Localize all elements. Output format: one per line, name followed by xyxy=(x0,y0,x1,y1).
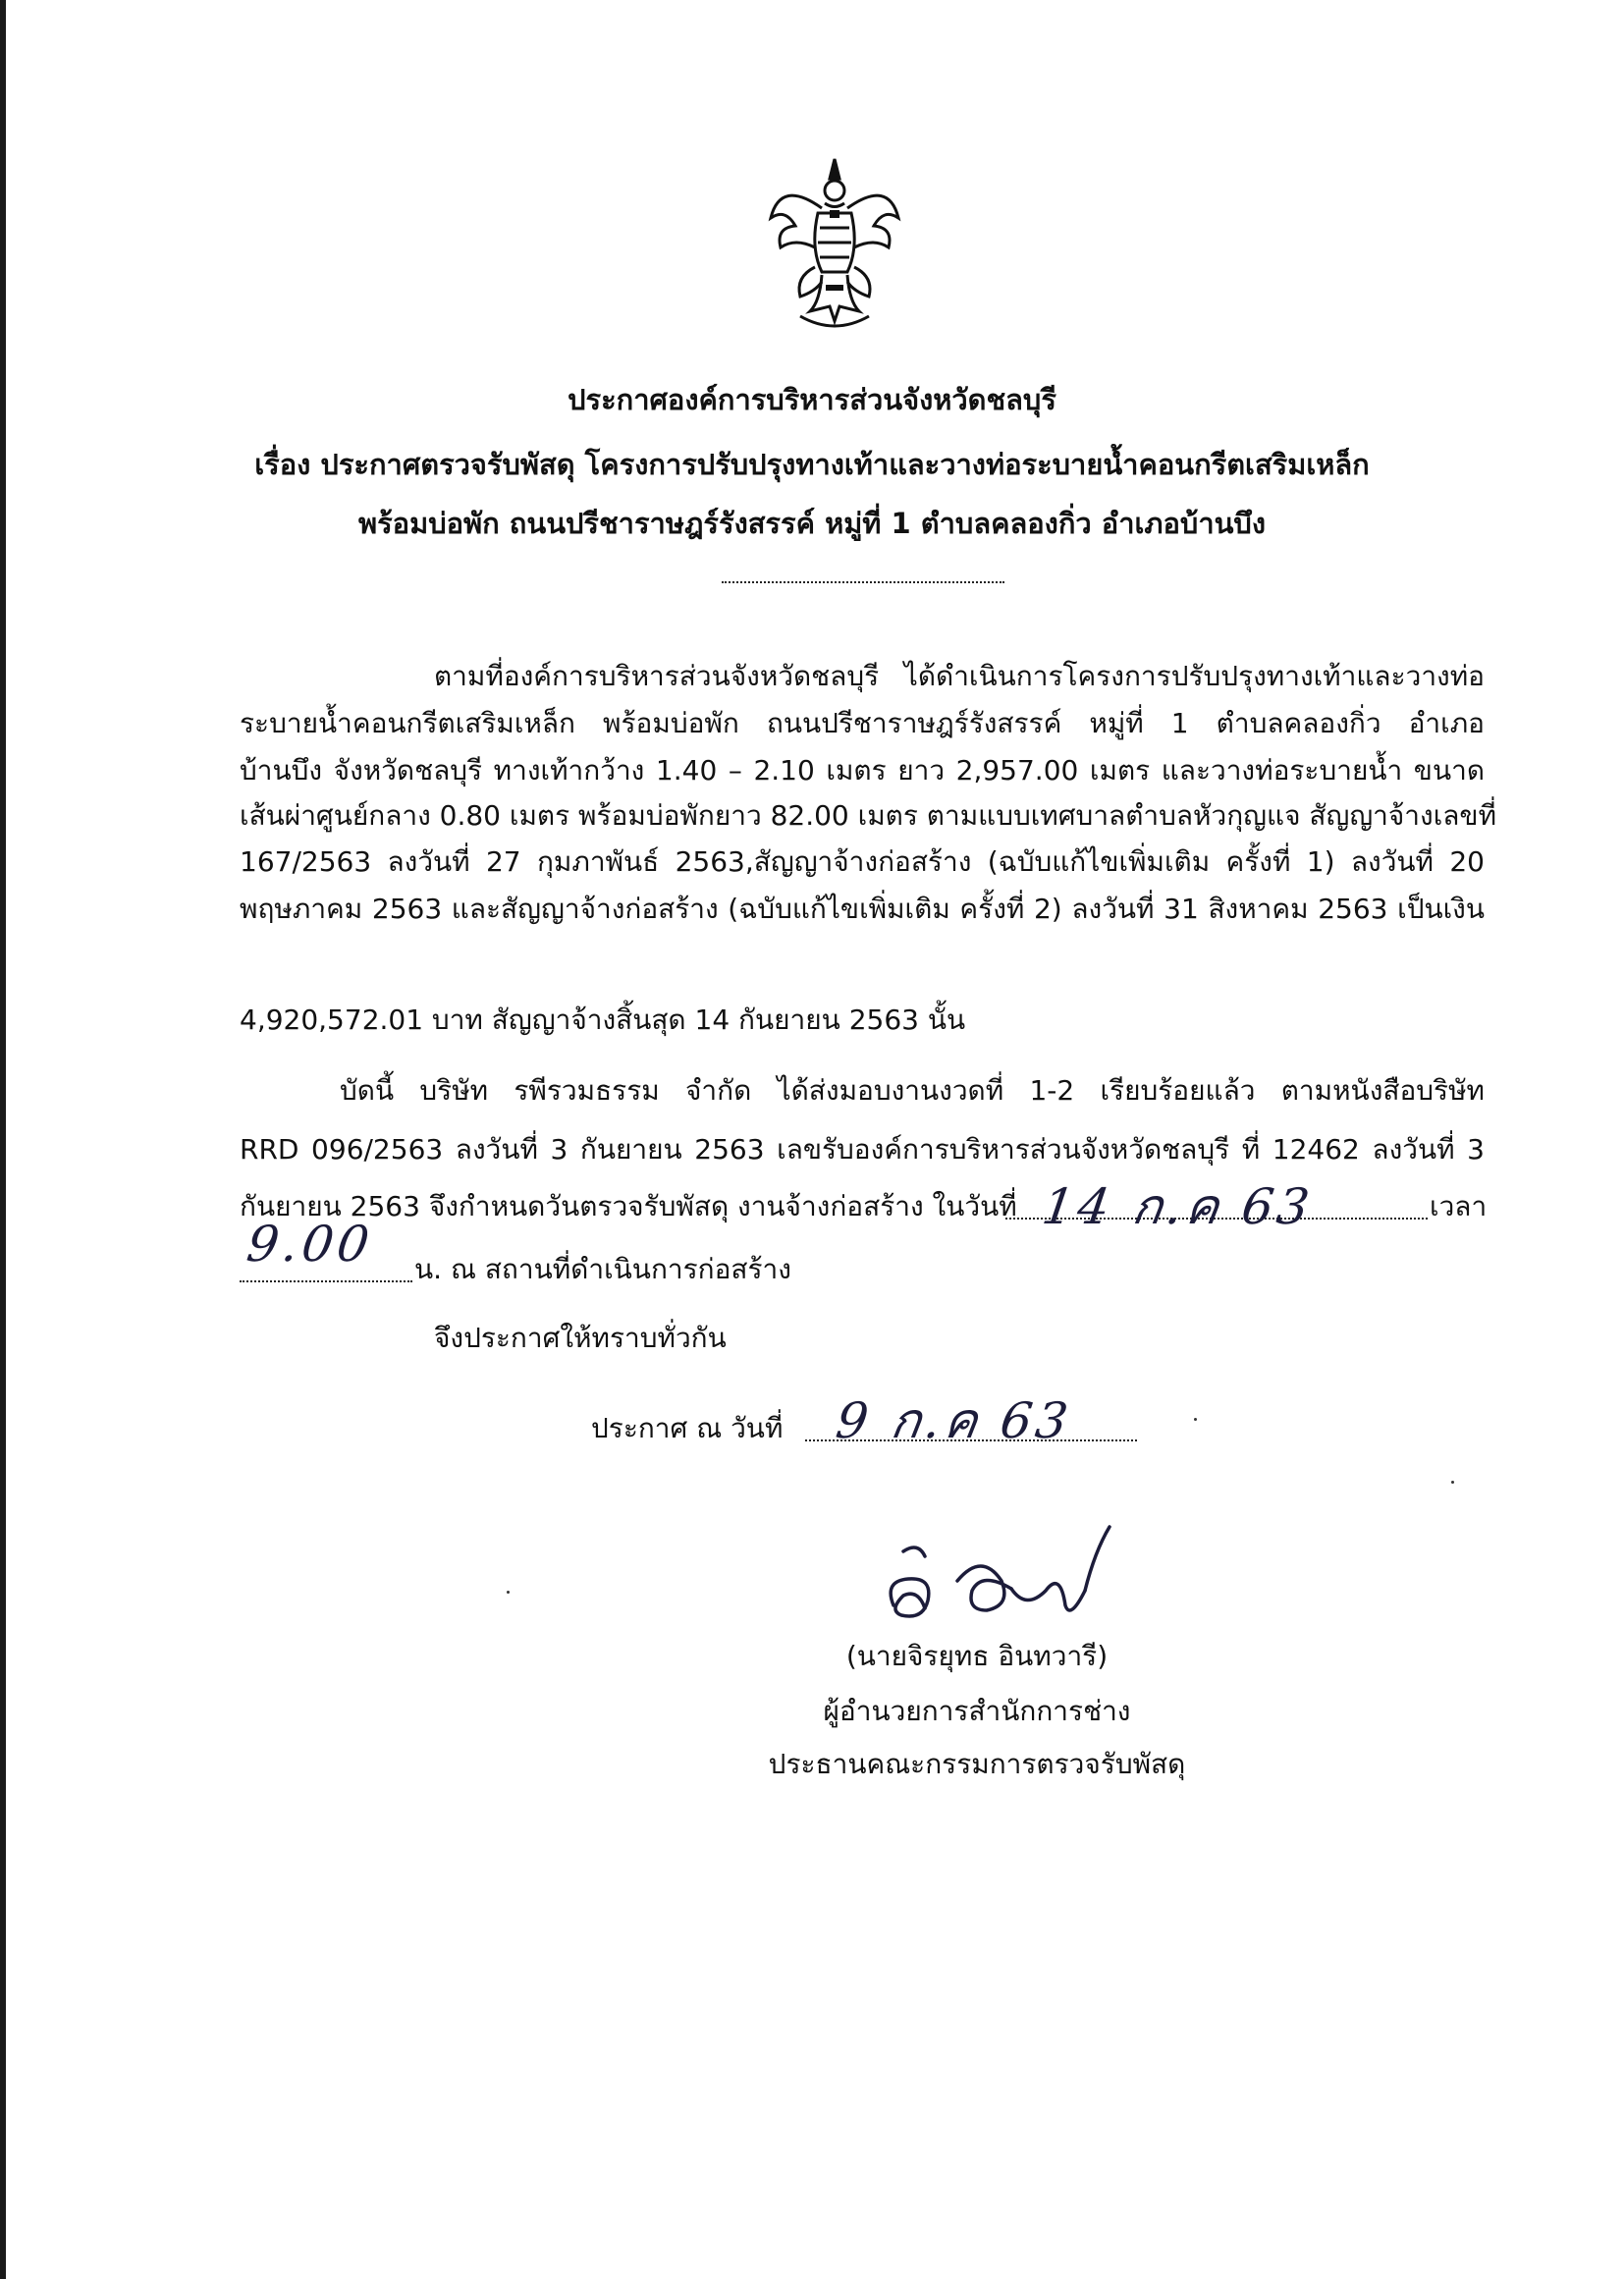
paragraph-1-line-5: 167/2563 ลงวันที่ 27 กุมภาพันธ์ 2563,สัญญาจ้างก่อสร้าง (ฉบับแก้ไขเพิ่มเติม ครั้งที่ 1) ลงวันที่ 20 xyxy=(240,845,1485,878)
paragraph-2-line-4: น. ณ สถานที่ดำเนินการก่อสร้าง xyxy=(414,1253,791,1285)
inspection-time-fill-line xyxy=(240,1280,412,1282)
paragraph-2-line-3-suffix: เวลา xyxy=(1430,1190,1488,1222)
signatory-position: ผู้อำนวยการสำนักการช่าง xyxy=(823,1695,1131,1727)
paragraph-1-line-6: พฤษภาคม 2563 และสัญญาจ้างก่อสร้าง (ฉบับแก้ไขเพิ่มเติม ครั้งที่ 2) ลงวันที่ 31 สิงหาคม 2563 เป็นเงิน xyxy=(240,893,1485,925)
signatory-name: (นายจิรยุทธ อินทวารี) xyxy=(845,1640,1109,1672)
garuda-emblem-icon xyxy=(761,149,908,336)
announcement-title: ประกาศองค์การบริหารส่วนจังหวัดชลบุรี xyxy=(568,383,1056,416)
inspection-time-handwritten: 9.00 xyxy=(243,1216,377,1273)
paragraph-1-line-1: ตามที่องค์การบริหารส่วนจังหวัดชลบุรี ได้ดำเนินการโครงการปรับปรุงทางเท้าและวางท่อ xyxy=(434,660,1485,692)
subject-line: เรื่อง ประกาศตรวจรับพัสดุ โครงการปรับปรุงทางเท้าและวางท่อระบายน้ำคอนกรีตเสริมเหล็ก xyxy=(254,448,1370,481)
title-divider xyxy=(722,581,1004,583)
announce-date-handwritten: 9 ก.ค 63 xyxy=(832,1392,1075,1449)
paragraph-2-line-1: บัดนี้ บริษัท รพีรวมธรรม จำกัด ได้ส่งมอบงานงวดที่ 1-2 เรียบร้อยแล้ว ตามหนังสือบริษัท xyxy=(340,1074,1485,1107)
paragraph-1-line-2: ระบายน้ำคอนกรีตเสริมเหล็ก พร้อมบ่อพัก ถนนปรีชาราษฎร์รังสรรค์ หมู่ที่ 1 ตำบลคลองกิ่ว อำเภอ xyxy=(240,707,1485,739)
paragraph-2-line-2: RRD 096/2563 ลงวันที่ 3 กันยายน 2563 เลขรับองค์การบริหารส่วนจังหวัดชลบุรี ที่ 12462 ลงวันที่ 3 xyxy=(240,1133,1485,1166)
paragraph-1-line-4: เส้นผ่าศูนย์กลาง 0.80 เมตร พร้อมบ่อพักยาว 82.00 เมตร ตามแบบเทศบาลตำบลหัวกุญแจ สัญญาจ้างเลขที่ xyxy=(240,799,1497,832)
paragraph-1-line-7: 4,920,572.01 บาท สัญญาจ้างสิ้นสุด 14 กันยายน 2563 นั้น xyxy=(240,1004,966,1036)
closing-sentence: จึงประกาศให้ทราบทั่วกัน xyxy=(434,1322,727,1354)
signatory-committee-role: ประธานคณะกรรมการตรวจรับพัสดุ xyxy=(768,1748,1186,1780)
paragraph-1-line-3: บ้านบึง จังหวัดชลบุรี ทางเท้ากว้าง 1.40 – 2.10 เมตร ยาว 2,957.00 เมตร และวางท่อระบายน้ำ ขนาด xyxy=(240,754,1485,787)
paragraph-2-line-3-prefix: กันยายน 2563 จึงกำหนดวันตรวจรับพัสดุ งานจ้างก่อสร้าง ในวันที่ xyxy=(240,1190,1017,1222)
scan-speck xyxy=(507,1591,510,1594)
scan-left-edge xyxy=(0,0,6,2279)
inspection-date-handwritten: 14 ก.ค 63 xyxy=(1038,1178,1317,1235)
announce-date-label: ประกาศ ณ วันที่ xyxy=(591,1412,784,1444)
scan-speck xyxy=(1194,1418,1197,1421)
scan-speck xyxy=(1451,1481,1454,1484)
subject-line-continued: พร้อมบ่อพัก ถนนปรีชาราษฎร์รังสรรค์ หมู่ที่ 1 ตำบลคลองกิ่ว อำเภอบ้านบึง xyxy=(357,507,1267,540)
handwritten-signature xyxy=(864,1512,1119,1640)
